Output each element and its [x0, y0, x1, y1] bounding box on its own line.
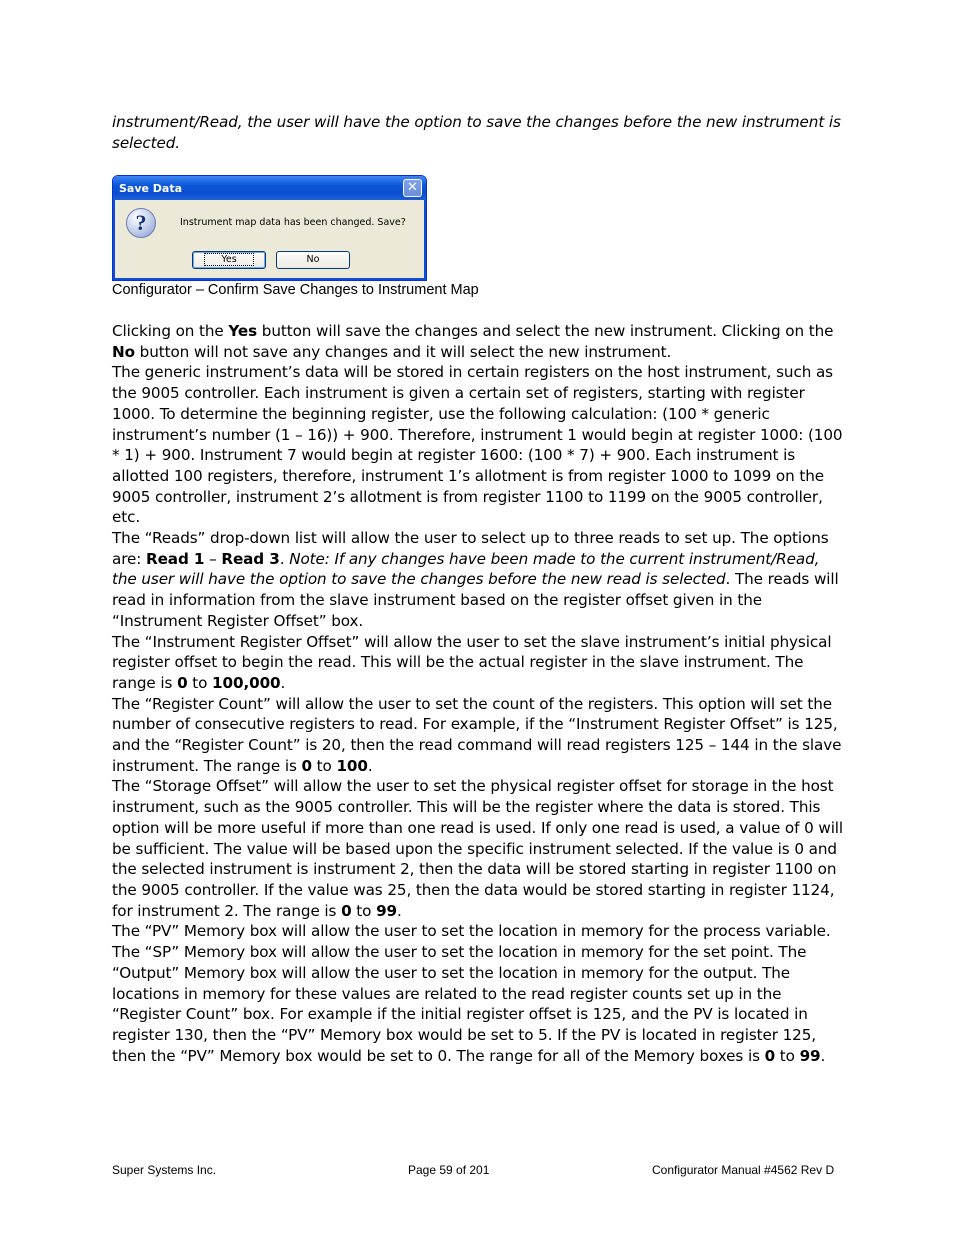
- paragraph-register-offset: The “Instrument Register Offset” will allow the user to set the slave instrument’s initial physical register offset to begin the read. This will be the actual register in the slave instrument. The range is 0 to 100,000.: [112, 632, 832, 692]
- reads-note: Note: If any changes have been made to the current instrument/Read, the user will have the option to save the changes before the new read is selected: [112, 549, 820, 589]
- figure-caption: Configurator – Confirm Save Changes to Instrument Map: [112, 282, 479, 298]
- no-label: No: [112, 342, 135, 361]
- no-button[interactable]: No: [276, 251, 350, 269]
- save-data-dialog: [112, 175, 427, 281]
- paragraph-generic-instrument: The generic instrument’s data will be stored in certain registers on the host instrument, such as the 9005 controller. Each instrument is given a certain set of registers, starting with register 1000. To determine the beginning register, use the following calculation: (100 * generic instrument’s number (1 – 16)) + 900. Therefore, instrument 1 would begin at register 1000: (100 * 1) + 900. Instrument 7 would begin at register 1600: (100 * 7) + 900. Each instrument is allotted 100 registers, therefore, instrument 1’s allotment is from register 1000 to 1099 on the 9005 controller, instrument 2’s allotment is from register 1100 to 1199 on the 9005 controller, etc.: [112, 363, 843, 527]
- footer-company: Super Systems Inc.: [112, 1163, 217, 1177]
- paragraph-storage-offset: The “Storage Offset” will allow the user to set the physical register offset for storage in the host instrument, such as the 9005 controller. This will be the register where the data is stored. This option will be more useful if more than one read is used. If only one read is used, a value of 0 will be sufficient. The value will be based upon the specific instrument selected. If the value is 0 and the selected instrument is instrument 2, then the data will be stored starting in register 1100 on the 9005 controller. If the value was 25, then the data would be stored starting in register 1124, for instrument 2. The range is 0 to 99.: [112, 777, 844, 920]
- paragraph-register-count: The “Register Count” will allow the user to set the count of the registers. This option will set the number of consecutive registers to read. For example, if the “Instrument Register Offset” is 125, and the “Register Count” is 20, then the read command will read registers 125 – 144 in the slave instrument. The range is 0 to 100.: [112, 694, 842, 775]
- paragraph-reads: The “Reads” drop-down list will allow the user to select up to three reads to set up. The options are: Read 1 – Read 3. Note: If any changes have been made to the current instrument/Read, the user will have the option to save the changes before the new read is selected. The reads will read in information from the slave instrument based on the register offset given in the “Instrument Register Offset” box.: [112, 529, 839, 630]
- intro-paragraph: instrument/Read, the user will have the option to save the changes before the new instrument is selected.: [112, 113, 841, 152]
- paragraph-yes-no: Clicking on the Yes button will save the changes and select the new instrument. Clicking on the No button will not save any changes and it will select the new instrument.: [112, 322, 834, 361]
- body-text: [112, 321, 847, 1066]
- dialog-title: Save Data: [119, 181, 183, 195]
- yes-button[interactable]: [192, 251, 266, 269]
- yes-button-label: Yes: [204, 253, 253, 266]
- dialog-titlebar: [113, 176, 426, 200]
- yes-label: Yes: [228, 322, 258, 340]
- dialog-body: [113, 200, 426, 280]
- footer-manual-id: Configurator Manual #4562 Rev D: [652, 1163, 835, 1177]
- paragraph-memory-boxes: The “PV” Memory box will allow the user to set the location in memory for the process variable. The “SP” Memory box will allow the user to set the location in memory for the set point. The “Output” Memory box will allow the user to set the location in memory for the output. The locations in memory for these values are related to the read register counts set up in the “Register Count” box. For example if the initial register offset is 125, and the PV is located in register 130, then the “PV” Memory box would be set to 5. If the PV is located in register 125, then the “PV” Memory box would be set to 0. The range for all of the Memory boxes is 0 to 99.: [112, 922, 831, 1065]
- dialog-message: Instrument map data has been changed. Save?: [180, 217, 406, 228]
- footer-page-number: Page 59 of 201: [408, 1163, 490, 1177]
- close-icon[interactable]: ✕: [403, 179, 422, 197]
- question-icon: ?: [126, 208, 156, 238]
